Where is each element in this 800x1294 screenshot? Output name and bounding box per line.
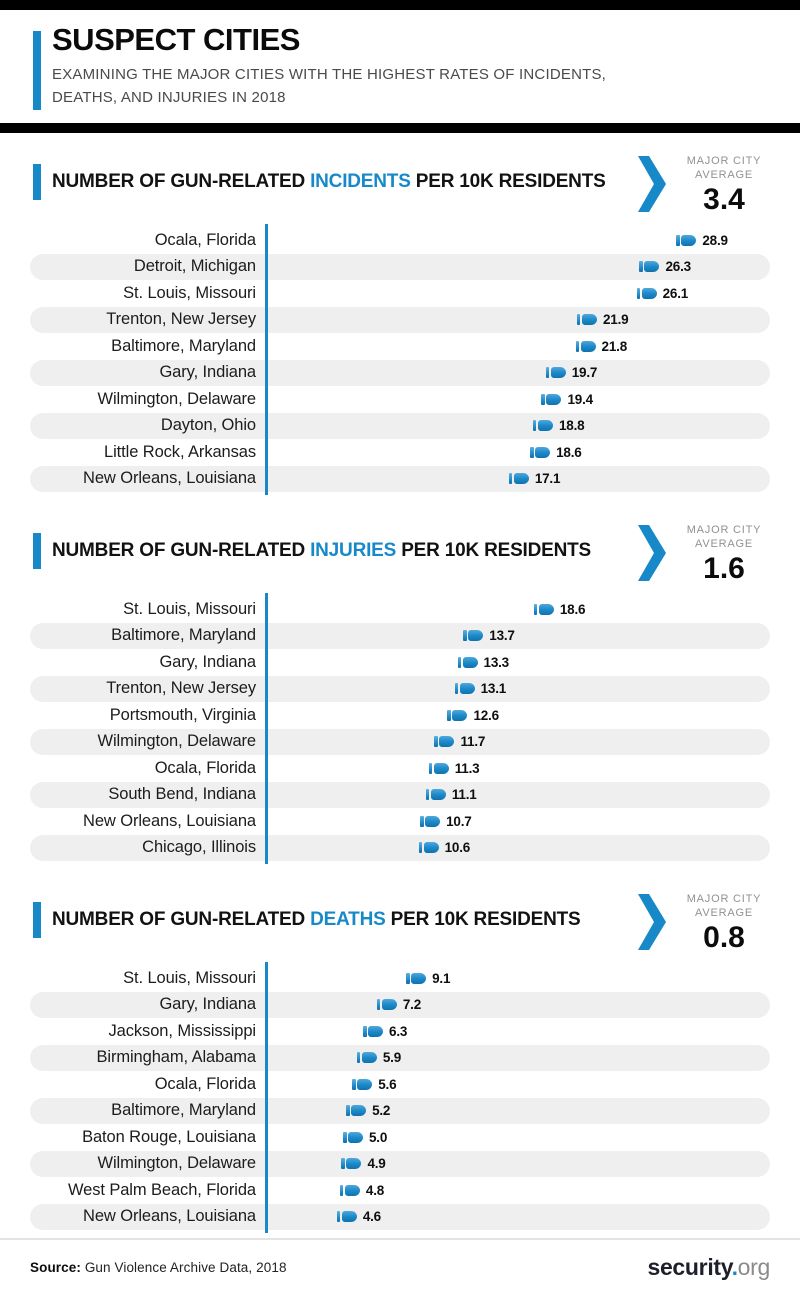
value-label: 7.2 xyxy=(402,997,422,1013)
table-row xyxy=(30,992,770,1019)
bullet-marker xyxy=(341,1151,385,1178)
average-label-line1: MAJOR CITY xyxy=(686,893,762,906)
logo-part1: security xyxy=(647,1253,732,1280)
value-label: 21.8 xyxy=(601,338,628,354)
city-label: Portsmouth, Virginia xyxy=(109,705,256,724)
section-title-keyword: DEATHS xyxy=(310,909,386,931)
section-title xyxy=(52,540,591,562)
logo-part2: org xyxy=(737,1253,770,1280)
city-label: New Orleans, Louisiana xyxy=(83,469,256,488)
bullet-icon xyxy=(406,973,426,984)
table-row xyxy=(30,1177,770,1204)
table-row xyxy=(30,649,770,676)
bullet-marker xyxy=(533,413,584,440)
table-row xyxy=(30,965,770,992)
table-row xyxy=(30,1151,770,1178)
table-row xyxy=(30,782,770,809)
table-row xyxy=(30,386,770,413)
value-label: 18.6 xyxy=(559,601,586,617)
table-row xyxy=(30,835,770,862)
value-label: 5.6 xyxy=(378,1076,397,1092)
major-city-average xyxy=(638,154,768,215)
table-row xyxy=(30,1204,770,1231)
axis-line xyxy=(265,224,268,495)
section-title-prefix: NUMBER OF GUN-RELATED xyxy=(52,909,311,931)
bullet-icon xyxy=(426,789,446,800)
bullet-marker xyxy=(676,227,727,254)
chevron-right-icon xyxy=(638,156,666,212)
table-row xyxy=(30,466,770,493)
table-row xyxy=(30,1045,770,1072)
bullet-icon xyxy=(577,314,597,325)
bullet-marker xyxy=(576,333,627,360)
value-label: 19.4 xyxy=(567,391,593,407)
bullet-icon xyxy=(357,1052,377,1063)
page-subtitle xyxy=(52,64,760,109)
major-city-average xyxy=(638,892,768,953)
bullet-marker xyxy=(541,386,592,413)
city-label: Baltimore, Maryland xyxy=(111,1101,256,1120)
city-label: St. Louis, Missouri xyxy=(123,599,256,618)
bullet-icon xyxy=(637,288,657,299)
average-label-line2: AVERAGE xyxy=(695,538,753,551)
bullet-icon xyxy=(429,763,449,774)
value-label: 6.3 xyxy=(389,1023,408,1039)
bullet-icon xyxy=(530,447,550,458)
city-label: Detroit, Michigan xyxy=(133,257,256,276)
value-label: 11.7 xyxy=(460,734,486,750)
section-title-keyword: INCIDENTS xyxy=(310,171,411,193)
city-label: Baton Rouge, Louisiana xyxy=(82,1127,256,1146)
value-label: 18.6 xyxy=(556,444,582,460)
bullet-icon xyxy=(346,1105,366,1116)
table-row xyxy=(30,333,770,360)
bullet-icon xyxy=(534,604,554,615)
section-title-prefix: NUMBER OF GUN-RELATED xyxy=(52,171,311,193)
bullet-icon xyxy=(363,1026,383,1037)
city-label: Ocala, Florida xyxy=(154,230,256,249)
bullet-marker xyxy=(455,676,506,703)
security-org-logo xyxy=(647,1254,770,1281)
city-label: New Orleans, Louisiana xyxy=(83,1207,256,1226)
bullet-marker xyxy=(434,729,485,756)
chart-section-incidents xyxy=(0,153,800,492)
value-label: 5.9 xyxy=(382,1050,402,1066)
section-title xyxy=(52,909,581,931)
bullet-marker xyxy=(340,1177,384,1204)
bullet-icon xyxy=(434,736,454,747)
average-text xyxy=(680,523,768,584)
bullet-icon xyxy=(337,1211,357,1222)
bullet-marker xyxy=(343,1124,387,1151)
average-label-line1: MAJOR CITY xyxy=(686,524,762,537)
top-black-bar xyxy=(0,0,800,10)
value-label: 4.8 xyxy=(365,1182,385,1198)
bullet-icon xyxy=(447,710,467,721)
city-label: Gary, Indiana xyxy=(159,652,256,671)
value-label: 28.9 xyxy=(702,232,728,248)
value-label: 4.9 xyxy=(367,1156,386,1172)
average-label xyxy=(680,154,768,183)
average-value: 3.4 xyxy=(703,182,745,216)
value-label: 26.3 xyxy=(665,259,691,275)
average-label-line2: AVERAGE xyxy=(695,907,753,920)
city-label: New Orleans, Louisiana xyxy=(83,811,256,830)
table-row xyxy=(30,676,770,703)
value-label: 10.7 xyxy=(446,813,472,829)
average-value: 1.6 xyxy=(703,551,745,585)
section-title-prefix: NUMBER OF GUN-RELATED xyxy=(52,540,311,562)
major-city-average xyxy=(638,523,768,584)
bullet-icon xyxy=(419,842,439,853)
chart-section-deaths xyxy=(0,891,800,1230)
bullet-marker xyxy=(509,466,560,493)
city-label: Baltimore, Maryland xyxy=(111,336,256,355)
table-row xyxy=(30,596,770,623)
bullet-icon xyxy=(343,1132,363,1143)
average-value: 0.8 xyxy=(703,920,745,954)
axis-line xyxy=(265,962,268,1233)
bullet-marker xyxy=(346,1098,390,1125)
subtitle-line-2: DEATHS, AND INJURIES IN 2018 xyxy=(52,88,286,106)
bullet-marker xyxy=(420,808,471,835)
chart-section-injuries xyxy=(0,522,800,861)
city-label: Wilmington, Delaware xyxy=(97,1154,256,1173)
bullet-marker xyxy=(546,360,597,387)
value-label: 11.3 xyxy=(454,760,480,776)
divider-black-bar xyxy=(0,123,800,133)
bullet-icon xyxy=(533,420,553,431)
table-row xyxy=(30,254,770,281)
city-label: Ocala, Florida xyxy=(154,758,256,777)
value-label: 18.8 xyxy=(558,418,585,434)
section-header xyxy=(33,153,768,216)
bullet-marker xyxy=(639,254,690,281)
bullet-marker xyxy=(419,835,470,862)
bullet-icon xyxy=(639,261,659,272)
table-row xyxy=(30,1098,770,1125)
table-row xyxy=(30,307,770,334)
section-title-suffix: PER 10K RESIDENTS xyxy=(396,540,592,562)
subtitle-line-1: EXAMINING THE MAJOR CITIES WITH THE HIGHEST RATES OF INCIDENTS, xyxy=(52,66,607,84)
value-label: 21.9 xyxy=(602,312,629,328)
average-text xyxy=(680,154,768,215)
section-title-suffix: PER 10K RESIDENTS xyxy=(385,909,581,931)
page-title: SUSPECT CITIES xyxy=(52,22,300,57)
accent-bar xyxy=(33,902,41,938)
bullet-marker xyxy=(357,1045,401,1072)
table-row xyxy=(30,1018,770,1045)
table-row xyxy=(30,623,770,650)
city-label: St. Louis, Missouri xyxy=(123,968,256,987)
bullet-marker xyxy=(337,1204,381,1231)
table-row xyxy=(30,1124,770,1151)
bullet-icon xyxy=(463,630,483,641)
city-label: Birmingham, Alabama xyxy=(96,1048,256,1067)
table-row xyxy=(30,280,770,307)
chevron-right-icon xyxy=(638,525,666,581)
bullet-marker xyxy=(637,280,688,307)
city-label: Jackson, Mississippi xyxy=(108,1021,256,1040)
bullet-marker xyxy=(429,755,480,782)
accent-bar xyxy=(33,533,41,569)
city-label: West Palm Beach, Florida xyxy=(67,1180,256,1199)
value-label: 9.1 xyxy=(432,970,451,986)
table-row xyxy=(30,413,770,440)
bullet-marker xyxy=(458,649,509,676)
city-label: Gary, Indiana xyxy=(159,363,256,382)
chevron-right-icon xyxy=(638,894,666,950)
value-label: 10.6 xyxy=(444,840,471,856)
bullet-icon xyxy=(458,657,478,668)
table-row xyxy=(30,1071,770,1098)
table-row xyxy=(30,360,770,387)
value-label: 19.7 xyxy=(571,365,598,381)
table-row xyxy=(30,755,770,782)
table-row xyxy=(30,808,770,835)
city-label: South Bend, Indiana xyxy=(108,785,256,804)
bullet-icon xyxy=(341,1158,361,1169)
value-label: 17.1 xyxy=(534,471,561,487)
value-label: 13.3 xyxy=(483,654,509,670)
average-label xyxy=(680,523,768,552)
average-label-line2: AVERAGE xyxy=(695,169,753,182)
bullet-icon xyxy=(340,1185,360,1196)
value-label: 12.6 xyxy=(473,707,499,723)
bullet-marker xyxy=(352,1071,396,1098)
value-label: 13.7 xyxy=(489,628,515,644)
bullet-marker xyxy=(577,307,628,334)
city-label: Little Rock, Arkansas xyxy=(104,442,256,461)
source-label: Source: xyxy=(30,1259,81,1275)
section-header xyxy=(33,891,768,954)
rows xyxy=(30,596,770,861)
bullet-icon xyxy=(546,367,566,378)
average-text xyxy=(680,892,768,953)
city-label: Chicago, Illinois xyxy=(142,838,256,857)
accent-bar xyxy=(33,164,41,200)
city-label: Dayton, Ohio xyxy=(160,416,256,435)
city-label: Ocala, Florida xyxy=(154,1074,256,1093)
city-label: Wilmington, Delaware xyxy=(97,389,256,408)
value-label: 5.0 xyxy=(369,1129,388,1145)
bullet-marker xyxy=(426,782,477,809)
bullet-marker xyxy=(534,596,585,623)
section-header xyxy=(33,522,768,585)
table-row xyxy=(30,227,770,254)
city-label: St. Louis, Missouri xyxy=(123,283,256,302)
value-label: 4.6 xyxy=(362,1209,381,1225)
value-label: 11.1 xyxy=(451,787,477,803)
page-header xyxy=(0,10,800,123)
source-note xyxy=(30,1260,287,1275)
value-label: 13.1 xyxy=(480,681,507,697)
value-label: 5.2 xyxy=(372,1103,391,1119)
table-row xyxy=(30,702,770,729)
section-title xyxy=(52,171,606,193)
page-footer xyxy=(0,1238,800,1294)
bullet-icon xyxy=(455,683,475,694)
source-text: Gun Violence Archive Data, 2018 xyxy=(80,1259,287,1275)
bullet-marker xyxy=(463,623,514,650)
section-title-suffix: PER 10K RESIDENTS xyxy=(410,171,606,193)
bullet-icon xyxy=(420,816,440,827)
bullet-marker xyxy=(363,1018,407,1045)
city-label: Trenton, New Jersey xyxy=(106,310,256,329)
average-label-line1: MAJOR CITY xyxy=(686,155,762,168)
bullet-icon xyxy=(352,1079,372,1090)
city-label: Trenton, New Jersey xyxy=(106,679,256,698)
city-label: Gary, Indiana xyxy=(159,995,256,1014)
value-label: 26.1 xyxy=(662,285,689,301)
city-label: Wilmington, Delaware xyxy=(97,732,256,751)
bullet-icon xyxy=(377,999,397,1010)
table-row xyxy=(30,729,770,756)
header-accent-bar xyxy=(33,31,41,110)
average-label xyxy=(680,892,768,921)
bullet-marker xyxy=(447,702,498,729)
section-title-keyword: INJURIES xyxy=(310,540,397,562)
bullet-icon xyxy=(676,235,696,246)
bullet-marker xyxy=(406,965,450,992)
table-row xyxy=(30,439,770,466)
city-label: Baltimore, Maryland xyxy=(111,626,256,645)
bullet-marker xyxy=(377,992,421,1019)
rows xyxy=(30,965,770,1230)
axis-line xyxy=(265,593,268,864)
rows xyxy=(30,227,770,492)
bullet-icon xyxy=(576,341,596,352)
logo-dot: . xyxy=(731,1253,738,1280)
bullet-icon xyxy=(509,473,529,484)
bullet-marker xyxy=(530,439,581,466)
bullet-icon xyxy=(541,394,561,405)
